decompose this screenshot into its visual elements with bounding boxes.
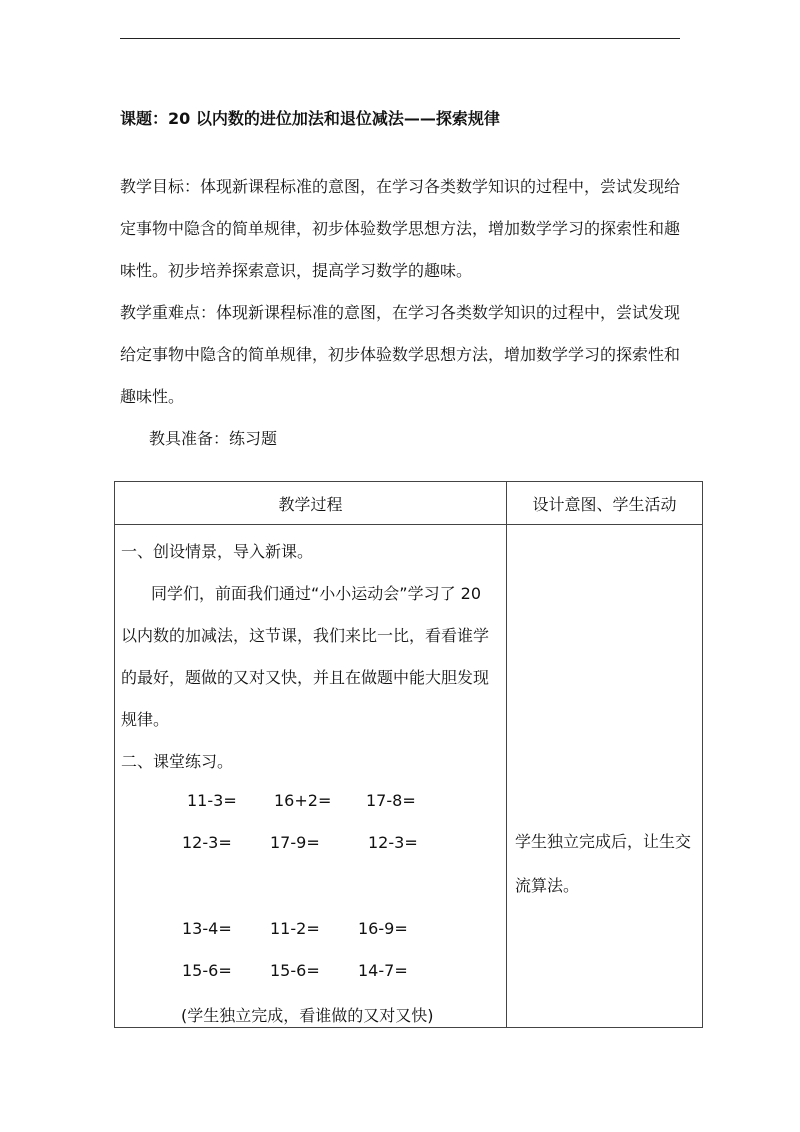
exercise: 14-7=: [358, 961, 408, 980]
exercise: 12-3=: [182, 833, 232, 852]
teaching-objectives: [120, 166, 692, 292]
table-body-row: [115, 525, 703, 1028]
objectives-line: 教学目标：体现新课程标准的意图，在学习各类数学知识的过程中，尝试发现给: [120, 177, 681, 196]
objectives-line: 定事物中隐含的简单规律，初步体验数学思想方法，增加数学学习的探索性和趣: [120, 219, 681, 238]
lesson-title: 课题：20 以内数的进位加法和退位减法——探索规律: [120, 109, 500, 128]
exercise-note: (学生独立完成，看谁做的又对又快): [181, 1006, 434, 1025]
intro-line: 以内数的加减法，这节课，我们来比一比，看看谁学: [121, 626, 490, 645]
table-header-row: [115, 482, 703, 525]
header-process: 教学过程: [115, 482, 507, 525]
key-points-line: 趣味性。: [120, 387, 185, 406]
header-rule: [120, 38, 680, 39]
exercise: 16-9=: [358, 919, 408, 938]
exercise: 13-4=: [182, 919, 232, 938]
exercise: 17-9=: [270, 833, 320, 852]
header-intent: 设计意图、学生活动: [507, 482, 703, 525]
key-points-line: 教学重难点：体现新课程标准的意图，在学习各类数学知识的过程中，尝试发现: [120, 303, 681, 322]
intent-cell: [507, 525, 703, 1028]
exercise: 15-6=: [270, 961, 320, 980]
objectives-line: 味性。初步培养探索意识，提高学习数学的趣味。: [120, 261, 473, 280]
key-points: [120, 292, 692, 418]
intro-line: 的最好，题做的又对又快，并且在做题中能大胆发现: [121, 668, 490, 687]
intro-line: 同学们，前面我们通过“小小运动会”学习了 20: [151, 584, 482, 603]
exercise: 12-3=: [368, 833, 418, 852]
key-points-line: 给定事物中隐含的简单规律，初步体验数学思想方法，增加数学学习的探索性和: [120, 345, 681, 364]
intent-line: 学生独立完成后，让生交: [515, 832, 692, 851]
process-cell: [115, 525, 507, 1028]
exercise: 11-2=: [270, 919, 320, 938]
materials: 教具准备：练习题: [149, 429, 278, 448]
section-heading: 二、课堂练习。: [121, 752, 234, 771]
exercise: 17-8=: [366, 791, 416, 810]
exercise: 11-3=: [187, 791, 237, 810]
section-heading: 一、创设情景，导入新课。: [121, 542, 314, 561]
intro-line: 规律。: [121, 710, 170, 729]
exercise: 15-6=: [182, 961, 232, 980]
exercise: 16+2=: [274, 791, 332, 810]
lesson-plan-table: [114, 481, 703, 1028]
intent-line: 流算法。: [515, 876, 580, 895]
